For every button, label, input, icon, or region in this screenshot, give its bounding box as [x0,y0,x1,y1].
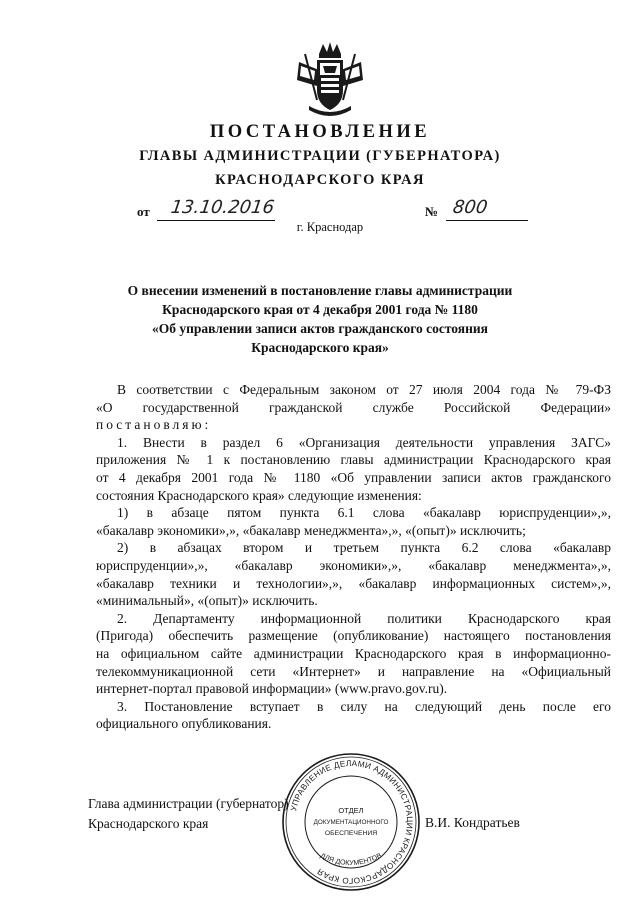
stamp-ring-text: УПРАВЛЕНИЕ ДЕЛАМИ АДМИНИСТРАЦИИ КРАСНОДАРСКОГО КРАЯ [289,758,415,886]
body-line: юриспруденции»,», «бакалавр экономики»,», «бакалавр менеджмента»,», [96,557,611,573]
document-title [100,281,540,357]
coat-of-arms-emblem [295,40,365,118]
body-line: состояния Краснодарского края» следующие изменения: [96,487,422,503]
date-label: от [137,204,150,219]
official-stamp [280,751,422,893]
body-line: «минимальный», «(опыт)» исключить. [96,593,318,609]
stamp-center-line: ОТДЕЛ [338,806,364,815]
body-line: 3. Постановление вступает в силу на следующий день после его [117,698,611,714]
body-line: телекоммуникационной сети «Интернет» и направление на «Официальный [96,663,611,679]
body-line: приложения № 1 к постановлению главы администрации Краснодарского края [96,452,611,468]
body-line: интернет-портал правовой информации» (www.pravo.gov.ru). [96,681,448,697]
body-line: «О государственной гражданской службе Российской Федерации» [96,399,611,415]
body-line: официального опубликования. [96,716,272,732]
number-value: 800 [451,197,489,218]
title-line: «Об управлении записи актов гражданского состояния [152,321,488,336]
stamp-center-line: ОБЕСПЕЧЕНИЯ [324,830,378,837]
stamp-center-line: ДОКУМЕНТАЦИОННОГО [313,819,389,826]
signatory-name: В.И. Кондратьев [425,815,520,830]
signatory-position [88,794,289,834]
document-body [96,381,611,733]
title-line: Краснодарского края от 4 декабря 2001 года № 1180 [162,302,478,317]
body-line: (Пригода) обеспечить размещение (опубликование) настоящего постановления [96,628,611,644]
date-value: 13.10.2016 [169,197,276,218]
body-line: 1. Внести в раздел 6 «Организация деятельности управления ЗАГС» [117,434,611,450]
city-label: г. Краснодар [296,220,364,234]
body-line: 1) в абзаце пятом пункта 6.1 слова «бакалавр юриспруденции»,», [117,505,611,521]
issuer-heading: ГЛАВЫ АДМИНИСТРАЦИИ (ГУБЕРНАТОРА) [139,148,501,164]
document-type-heading: ПОСТАНОВЛЕНИЕ [209,122,431,142]
stamp-bottom-text: ДЛЯ ДОКУМЕНТОВ [319,852,383,868]
body-line: 2) в абзацах втором и третьем пункта 6.2 слова «бакалавр [117,540,611,556]
position-line: Краснодарского края [88,816,209,831]
title-line: Краснодарского края» [251,340,389,355]
region-heading: КРАСНОДАРСКОГО КРАЯ [215,172,425,188]
number-label: № [425,204,439,219]
body-line: постановляю: [96,417,212,433]
position-line: Глава администрации (губернатор) [88,796,289,811]
title-line: О внесении изменений в постановление главы администрации [127,283,513,298]
body-line: «бакалавр техники и технологии»,», «бакалавр информационных систем»,», [96,575,611,591]
body-line: на официальном сайте администрации Краснодарского края в информационно- [96,645,611,661]
body-line: «бакалавр экономики»,», «бакалавр менеджмента»,», «(опыт)» исключить; [96,522,526,538]
body-line: В соответствии с Федеральным законом от 27 июля 2004 года № 79-ФЗ [117,382,611,397]
body-line: от 4 декабря 2001 года № 1180 «Об управлении записи актов гражданского [96,469,611,485]
body-line: 2. Департаменту информационной политики Краснодарского края [117,610,611,626]
svg-text:ДЛЯ ДОКУМЕНТОВ [319,852,383,867]
